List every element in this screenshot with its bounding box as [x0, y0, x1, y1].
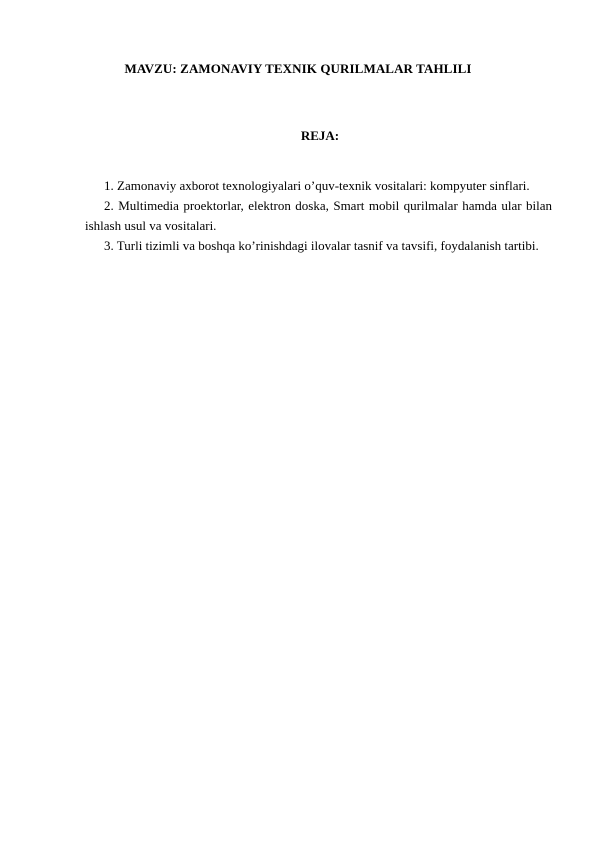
plan-item: 3. Turli tizimli va boshqa ko’rinishdagi ilovalar tasnif va tavsifi, foydalanish tartibi. — [104, 238, 539, 253]
plan-heading: REJA: — [300, 128, 340, 143]
plan-item: 1. Zamonaviy axborot texnologiyalari o’quv-texnik vositalari: kompyuter sinflari. — [104, 178, 530, 193]
plan-list — [85, 176, 552, 256]
document-title: MAVZU: ZAMONAVIY TEXNIK QURILMALAR TAHLILI — [124, 61, 472, 76]
plan-item: 2. Multimedia proektorlar, elektron doska, Smart mobil qurilmalar hamda ular bilan ishlash usul va vositalari. — [85, 198, 552, 233]
